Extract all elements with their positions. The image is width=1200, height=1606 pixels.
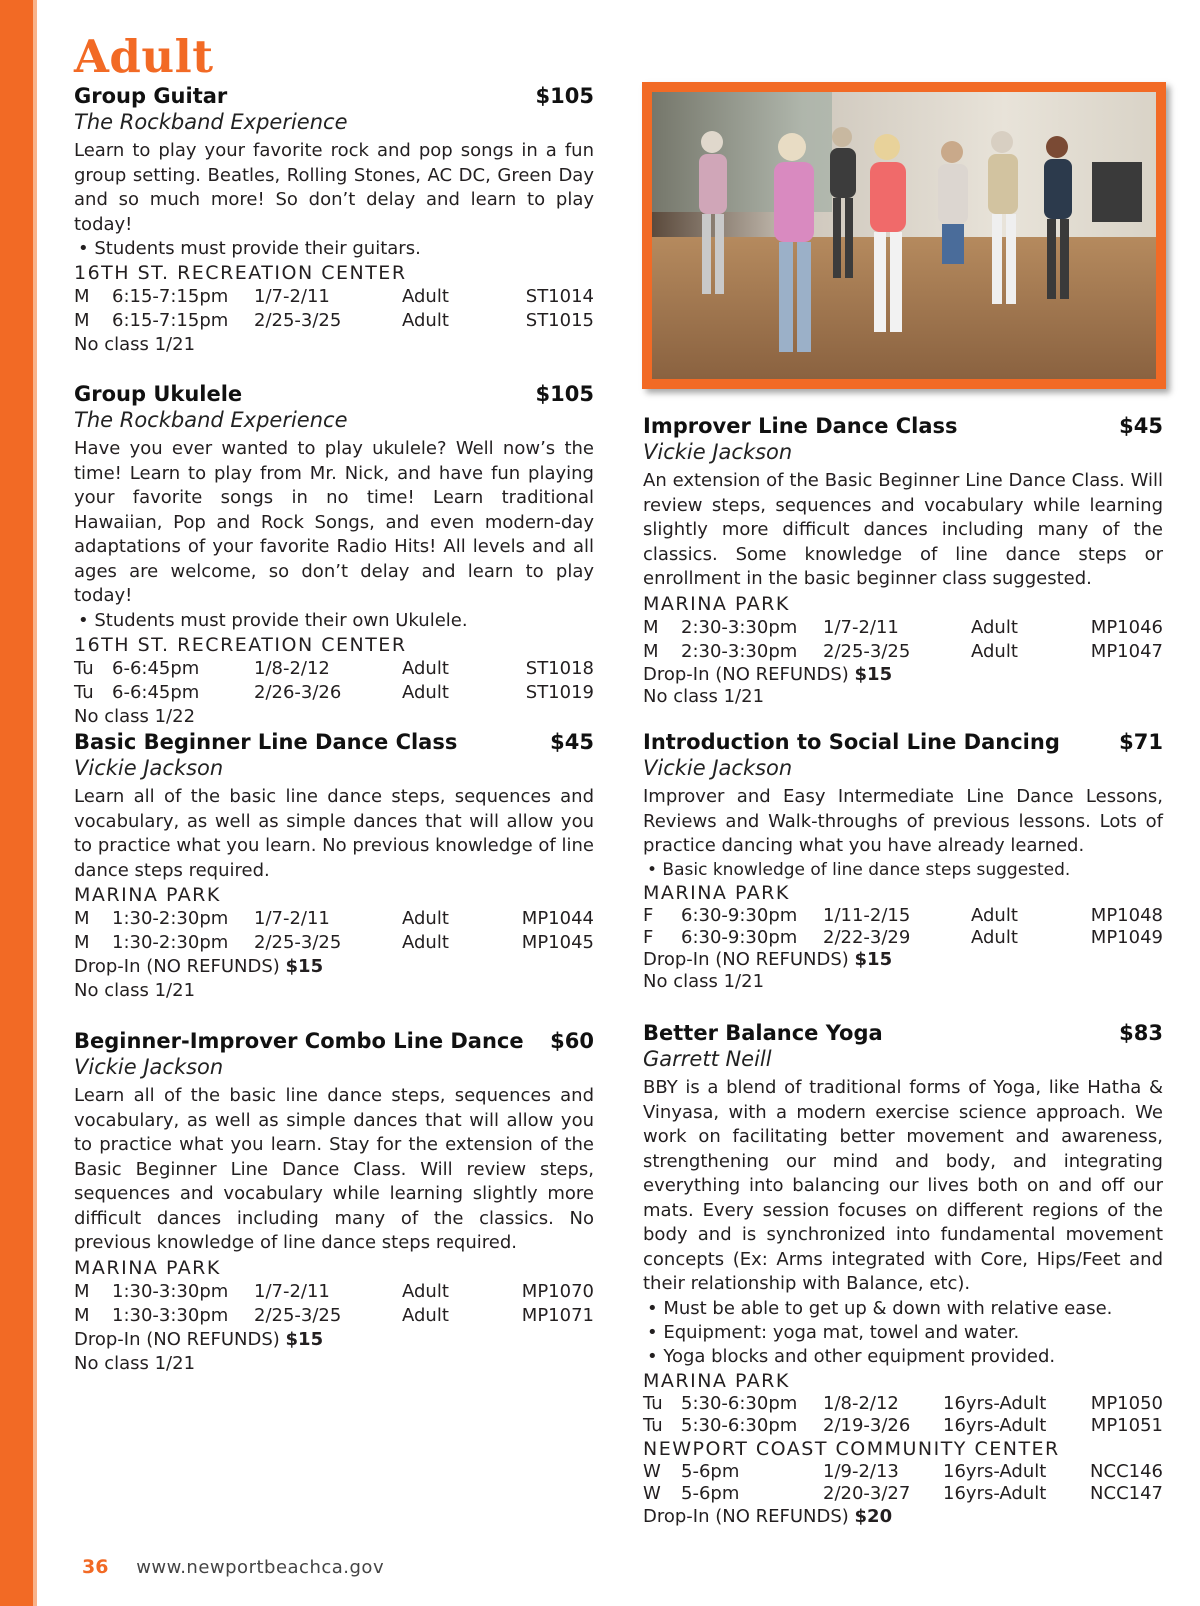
class-subtitle: Vickie Jackson (74, 1055, 224, 1079)
line-dance-photo (652, 92, 1156, 379)
session-dates: 2/25-3/25 (254, 1304, 342, 1326)
session-day: M (74, 1280, 90, 1302)
session-dates: 2/19-3/26 (823, 1414, 911, 1436)
session-time: 6:15-7:15pm (112, 286, 229, 307)
session-time: 2:30-3:30pm (681, 640, 798, 662)
class-header (74, 382, 594, 408)
session-audience: 16yrs-Adult (943, 1414, 1047, 1436)
session-day: F (643, 904, 654, 926)
session-row (74, 931, 594, 955)
page-edge-stripe (33, 0, 37, 1606)
session-dates: 1/7-2/11 (254, 286, 330, 307)
session-code: MP1070 (521, 1280, 594, 1302)
class-description: An extension of the Basic Beginner Line Dance Class. Will review steps, sequences and vocabulary while learning slightly more difficult dances including many of the classics. Some knowledge of line dance steps or enrollment in the basic beginner class suggested. (643, 470, 1163, 589)
session-time: 1:30-3:30pm (112, 1304, 229, 1326)
drop-in-info (74, 1328, 594, 1352)
class-price: $45 (550, 730, 594, 754)
session-code: MP1048 (1090, 904, 1163, 926)
session-code: ST1015 (525, 310, 594, 331)
drop-in-price: $15 (854, 948, 893, 970)
session-day: M (74, 1304, 90, 1326)
class-description: Learn to play your favorite rock and pop songs in a fun group setting. Beatles, Rolling Stones, AC DC, Green Day and so much more! So don’t delay and learn to play today! (74, 140, 594, 235)
class-header (643, 730, 1163, 756)
session-row (643, 1393, 1163, 1415)
session-audience: 16yrs-Adult (943, 1482, 1047, 1504)
line-dance-photo-illustration (652, 92, 1156, 379)
session-dates: 1/11-2/15 (823, 904, 911, 926)
class-note: • Students must provide their guitars. (78, 238, 421, 259)
session-time: 6-6:45pm (112, 657, 200, 679)
session-dates: 2/26-3/26 (254, 681, 342, 703)
session-audience: 16yrs-Adult (943, 1460, 1047, 1482)
drop-in-info (643, 949, 1163, 971)
session-code: NCC147 (1090, 1482, 1163, 1504)
session-day: Tu (643, 1392, 663, 1414)
website-link[interactable]: www.newportbeachca.gov (136, 1557, 385, 1578)
session-day: M (74, 908, 90, 929)
session-row (643, 905, 1163, 927)
session-code: ST1019 (525, 681, 594, 703)
session-audience: Adult (402, 932, 449, 953)
class-location: MARINA PARK (643, 881, 790, 904)
session-day: W (643, 1460, 661, 1482)
class-subtitle: The Rockband Experience (74, 408, 348, 432)
section-title: Adult (74, 30, 214, 83)
class-title: Basic Beginner Line Dance Class (74, 730, 458, 754)
session-dates: 1/8-2/12 (254, 657, 330, 679)
session-dates: 2/25-3/25 (823, 640, 911, 662)
session-day: M (74, 932, 90, 953)
session-time: 5-6pm (681, 1482, 740, 1504)
class-note: • Must be able to get up & down with relative ease. (647, 1297, 1113, 1319)
session-audience: Adult (402, 657, 449, 679)
class-subtitle: The Rockband Experience (74, 110, 348, 134)
session-dates: 1/7-2/11 (823, 616, 899, 638)
session-row (643, 640, 1163, 664)
class-price: $105 (535, 84, 594, 108)
class-listing (643, 1021, 1163, 1529)
session-audience: Adult (402, 908, 449, 929)
session-row (74, 285, 594, 309)
session-code: MP1045 (521, 932, 594, 953)
session-row (643, 1415, 1163, 1437)
class-location: NEWPORT COAST COMMUNITY CENTER (643, 1437, 1060, 1460)
drop-in-price: $15 (854, 663, 893, 685)
session-audience: Adult (402, 286, 449, 307)
session-row (74, 1280, 594, 1304)
session-dates: 1/9-2/13 (823, 1460, 899, 1482)
session-audience: Adult (971, 616, 1018, 638)
session-row (643, 1483, 1163, 1505)
drop-in-label: Drop-In (NO REFUNDS) (74, 956, 280, 977)
session-dates: 2/25-3/25 (254, 310, 342, 331)
session-code: MP1047 (1090, 640, 1163, 662)
session-dates: 2/25-3/25 (254, 932, 342, 953)
drop-in-info (74, 955, 594, 979)
session-audience: Adult (402, 1304, 449, 1326)
drop-in-label: Drop-In (NO REFUNDS) (74, 1328, 280, 1350)
session-row (643, 616, 1163, 640)
class-subtitle: Vickie Jackson (643, 440, 793, 464)
session-code: ST1014 (525, 286, 594, 307)
class-subtitle: Garrett Neill (643, 1047, 772, 1071)
session-time: 6:30-9:30pm (681, 926, 798, 948)
class-listing (74, 84, 594, 357)
session-code: MP1071 (521, 1304, 594, 1326)
class-note: • Students must provide their own Ukulele. (78, 609, 468, 631)
page-number: 36 (82, 1556, 109, 1578)
class-subtitle: Vickie Jackson (643, 756, 793, 780)
no-class-note: No class 1/21 (643, 685, 765, 707)
session-time: 1:30-2:30pm (112, 908, 229, 929)
session-row (643, 1461, 1163, 1483)
session-day: Tu (74, 657, 94, 679)
session-time: 6:15-7:15pm (112, 310, 229, 331)
no-class-note: No class 1/21 (74, 1352, 196, 1374)
session-time: 5:30-6:30pm (681, 1414, 798, 1436)
class-subtitle: Vickie Jackson (74, 756, 224, 780)
class-listing (74, 1029, 594, 1376)
drop-in-label: Drop-In (NO REFUNDS) (643, 948, 849, 970)
class-location: MARINA PARK (643, 1369, 790, 1392)
class-title: Introduction to Social Line Dancing (643, 730, 1060, 754)
session-row (74, 1304, 594, 1328)
session-day: M (74, 286, 90, 307)
session-audience: Adult (402, 681, 449, 703)
session-time: 5-6pm (681, 1460, 740, 1482)
session-dates: 2/22-3/29 (823, 926, 911, 948)
session-audience: Adult (971, 926, 1018, 948)
class-description: Learn all of the basic line dance steps, sequences and vocabulary, as well as simple dances that will allow you to practice what you learn. No previous knowledge of line dance steps required. (74, 786, 594, 881)
class-title: Improver Line Dance Class (643, 414, 958, 438)
session-time: 1:30-2:30pm (112, 932, 229, 953)
class-location: 16TH ST. RECREATION CENTER (74, 262, 407, 284)
drop-in-label: Drop-In (NO REFUNDS) (643, 1505, 849, 1527)
session-time: 6-6:45pm (112, 681, 200, 703)
class-price: $71 (1119, 730, 1163, 754)
session-dates: 1/8-2/12 (823, 1392, 899, 1414)
class-title: Better Balance Yoga (643, 1021, 883, 1045)
session-day: Tu (74, 681, 94, 703)
session-row (74, 907, 594, 931)
class-location: 16TH ST. RECREATION CENTER (74, 633, 407, 656)
class-note: • Basic knowledge of line dance steps suggested. (647, 859, 1071, 880)
class-note: • Yoga blocks and other equipment provided. (647, 1345, 1056, 1367)
drop-in-info (643, 664, 1163, 686)
class-header (643, 1021, 1163, 1047)
session-audience: 16yrs-Adult (943, 1392, 1047, 1414)
session-dates: 1/7-2/11 (254, 908, 330, 929)
class-title: Beginner-Improver Combo Line Dance (74, 1029, 524, 1053)
class-description: Have you ever wanted to play ukulele? Well now’s the time! Learn to play from Mr. Nick, and have fun playing your favorite songs in no time! Learn traditional Hawaiian, Pop and Rock Songs, and even modern-day adaptations of your favorite Radio Hits! All levels and all ages are welcome, so don’t delay and learn to play today! (74, 438, 594, 606)
class-location: MARINA PARK (74, 1256, 221, 1279)
class-price: $105 (535, 382, 594, 406)
session-day: Tu (643, 1414, 663, 1436)
session-day: F (643, 926, 654, 948)
class-header (74, 730, 594, 756)
session-day: W (643, 1482, 661, 1504)
session-dates: 2/20-3/27 (823, 1482, 911, 1504)
session-day: M (643, 640, 659, 662)
class-description: Improver and Easy Intermediate Line Dance Lessons, Reviews and Walk-throughs of previous lessons. Lots of practice dancing what you have already learned. (643, 786, 1163, 856)
session-code: ST1018 (525, 657, 594, 679)
class-title: Group Ukulele (74, 382, 243, 406)
session-audience: Adult (402, 1280, 449, 1302)
session-code: MP1046 (1090, 616, 1163, 638)
drop-in-price: $15 (285, 1328, 324, 1350)
session-code: NCC146 (1090, 1460, 1163, 1482)
session-audience: Adult (971, 904, 1018, 926)
no-class-note: No class 1/21 (643, 970, 765, 992)
session-day: M (74, 310, 90, 331)
session-row (74, 657, 594, 681)
class-description: Learn all of the basic line dance steps, sequences and vocabulary, as well as simple dances that will allow you to practice what you learn. Stay for the extension of the Basic Beginner Line Dance Class. Will review steps, sequences and vocabulary while learning slightly more difficult dances including many of the classics. No previous knowledge of line dance steps required. (74, 1085, 594, 1253)
class-header (74, 1029, 594, 1055)
class-price: $60 (550, 1029, 594, 1053)
drop-in-price: $20 (854, 1505, 893, 1527)
session-row (74, 681, 594, 705)
class-note: • Equipment: yoga mat, towel and water. (647, 1321, 1020, 1343)
no-class-note: No class 1/22 (74, 705, 196, 727)
class-title: Group Guitar (74, 84, 228, 108)
no-class-note: No class 1/21 (74, 334, 196, 355)
class-photo-frame (642, 82, 1166, 389)
class-price: $45 (1119, 414, 1163, 438)
session-code: MP1044 (521, 908, 594, 929)
class-header (643, 414, 1163, 440)
class-listing (643, 414, 1163, 708)
session-code: MP1049 (1090, 926, 1163, 948)
page-footer (82, 1556, 384, 1578)
class-listing (74, 382, 594, 729)
session-code: MP1050 (1090, 1392, 1163, 1414)
class-location: MARINA PARK (643, 592, 790, 615)
session-row (643, 927, 1163, 949)
session-day: M (643, 616, 659, 638)
drop-in-info (643, 1505, 1163, 1529)
page-edge-bar (0, 0, 33, 1606)
drop-in-label: Drop-In (NO REFUNDS) (643, 663, 849, 685)
session-time: 6:30-9:30pm (681, 904, 798, 926)
class-listing (643, 730, 1163, 993)
session-row (74, 309, 594, 333)
class-price: $83 (1119, 1021, 1163, 1045)
class-header (74, 84, 594, 110)
session-time: 5:30-6:30pm (681, 1392, 798, 1414)
drop-in-price: $15 (285, 956, 324, 977)
session-audience: Adult (971, 640, 1018, 662)
no-class-note: No class 1/21 (74, 980, 196, 1001)
session-time: 2:30-3:30pm (681, 616, 798, 638)
class-listing (74, 730, 594, 1003)
class-location: MARINA PARK (74, 884, 221, 906)
session-code: MP1051 (1090, 1414, 1163, 1436)
session-dates: 1/7-2/11 (254, 1280, 330, 1302)
session-audience: Adult (402, 310, 449, 331)
class-description: BBY is a blend of traditional forms of Yoga, like Hatha & Vinyasa, with a modern exercise science approach. We work on facilitating better movement and awareness, strengthening our mind and body, and integrating everything into balancing our lives both on and off our mats. Every session focuses on different regions of the body and is synchronized into fundamental movement concepts (Ex: Arms integrated with Core, Hips/Feet and their relationship with Balance, etc). (643, 1077, 1163, 1294)
session-time: 1:30-3:30pm (112, 1280, 229, 1302)
